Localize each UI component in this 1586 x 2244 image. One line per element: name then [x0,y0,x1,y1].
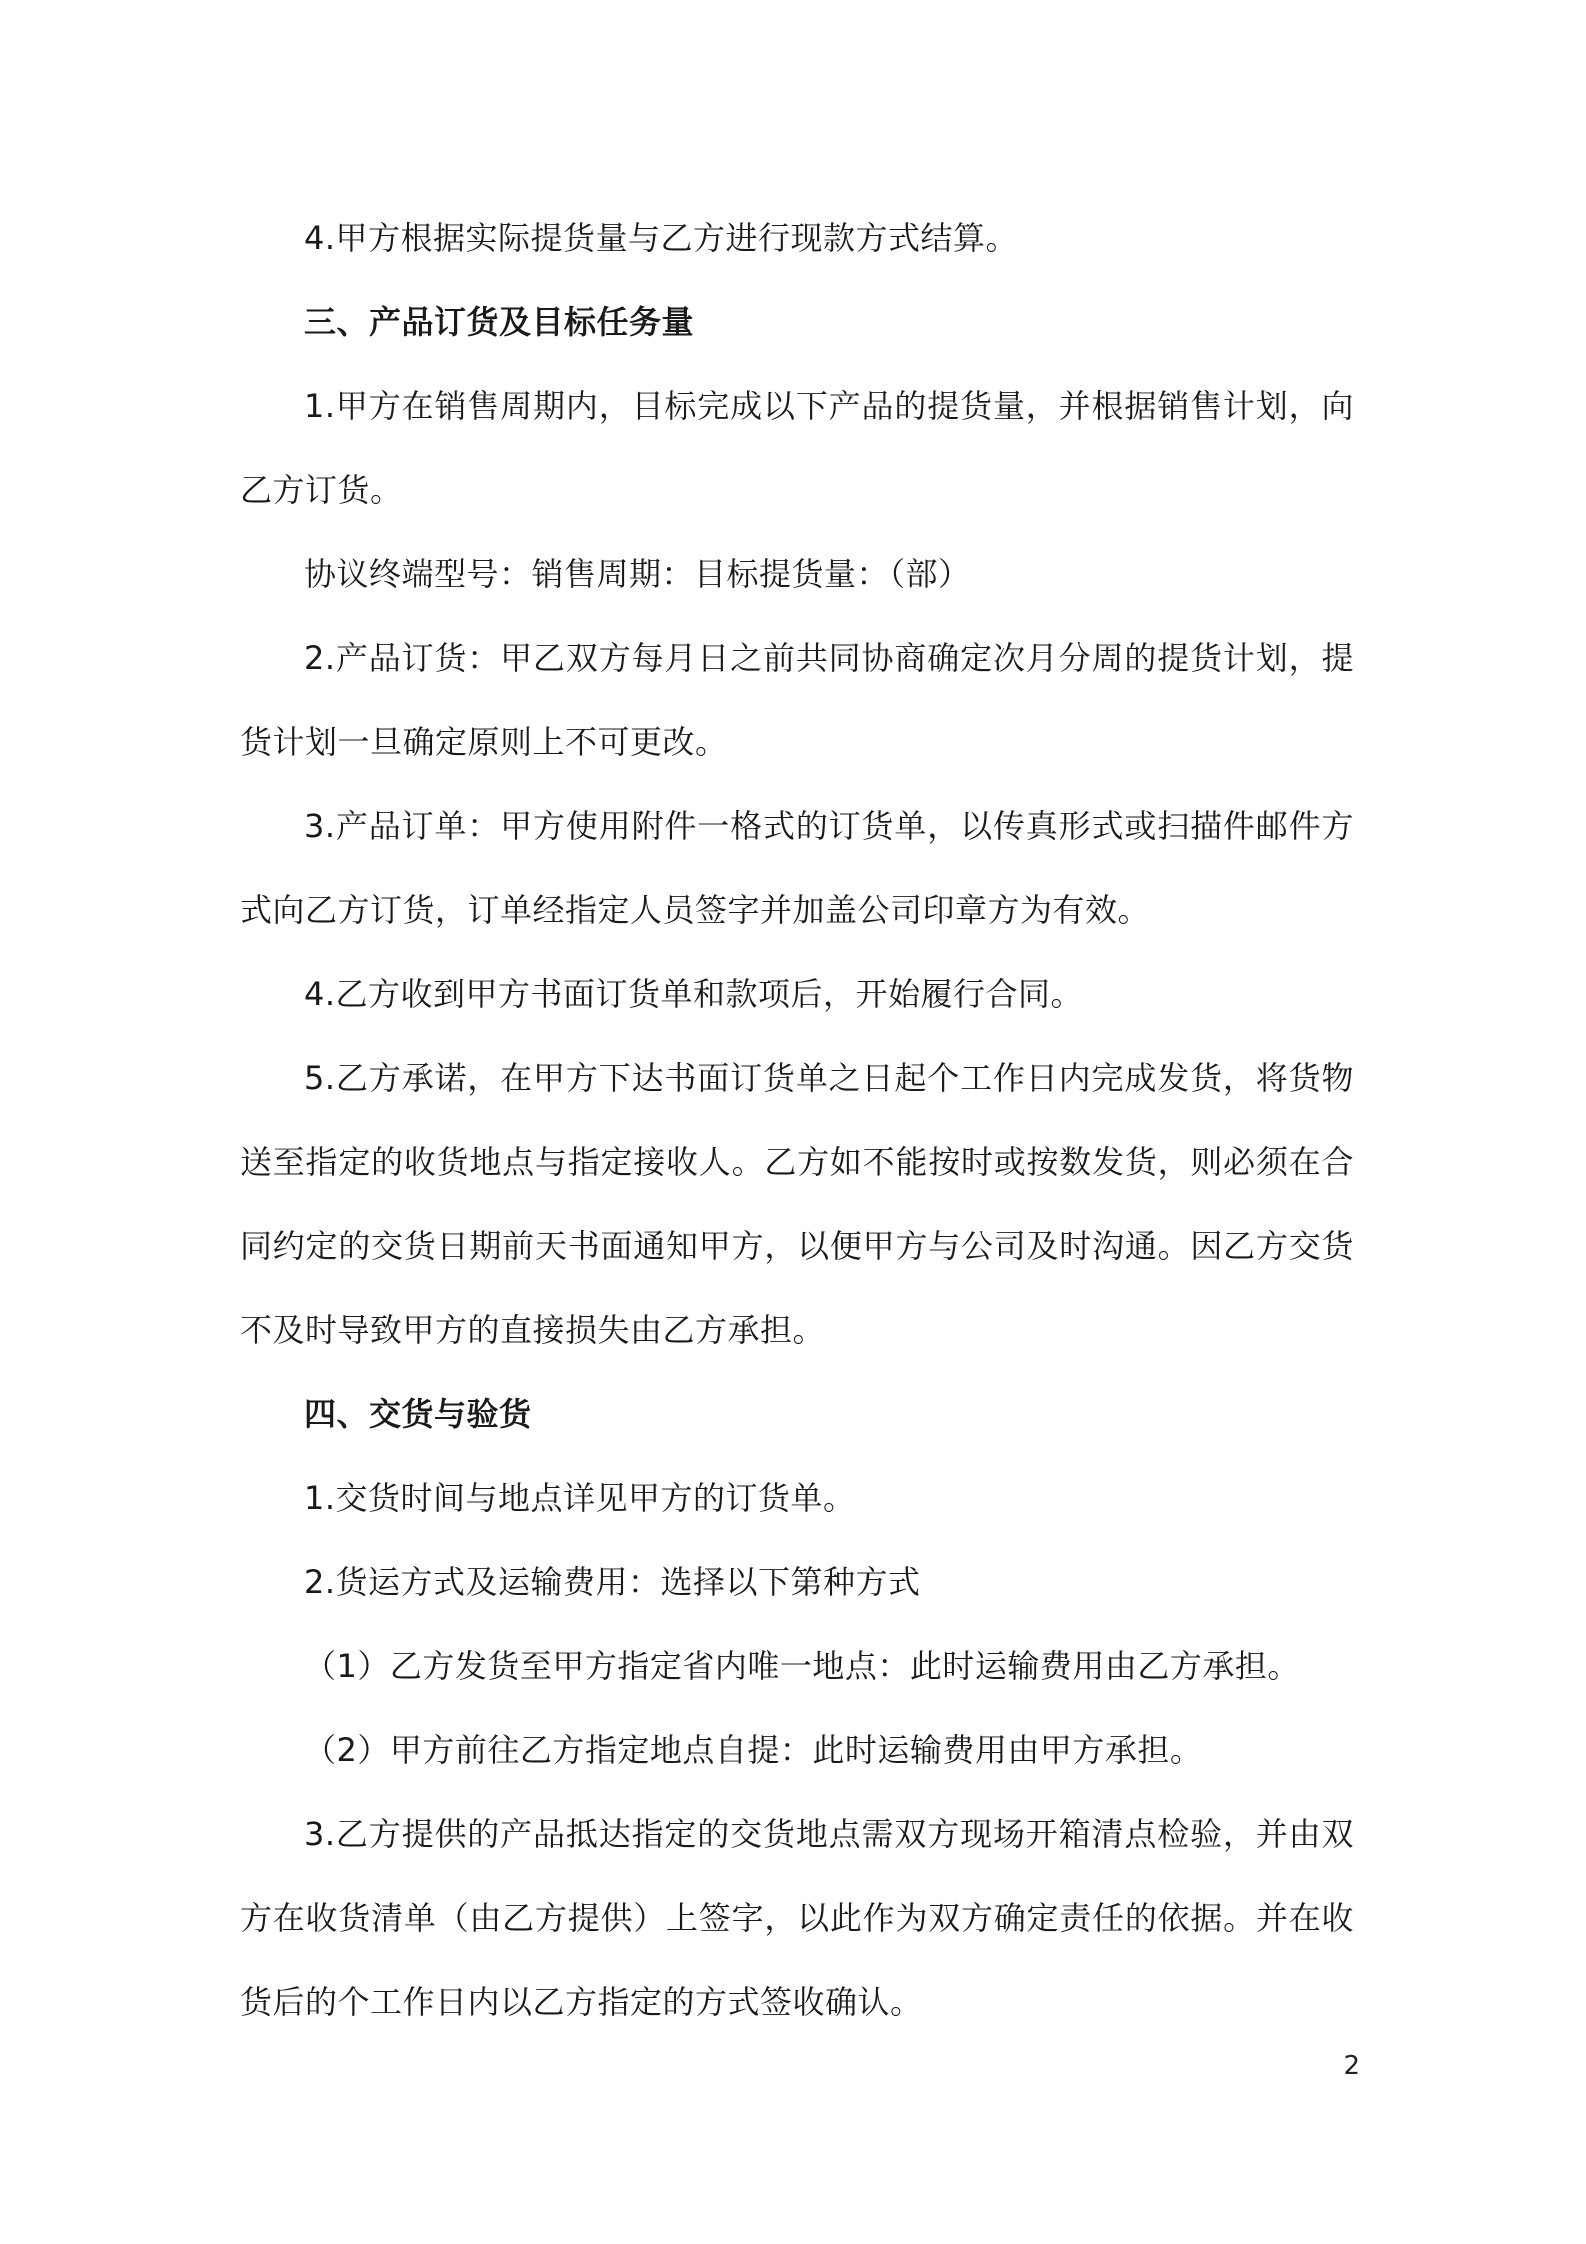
document-body [240,196,1354,2044]
section-heading-delivery: 四、交货与验货 [304,1395,532,1433]
paragraph-shipping-option-1: （1）乙方发货至甲方指定省内唯一地点：此时运输费用由乙方承担。 [304,1647,1300,1685]
paragraph-delivery-time-place: 1.交货时间与地点详见甲方的订货单。 [304,1479,856,1517]
paragraph-shipping-option-2: （2）甲方前往乙方指定地点自提：此时运输费用由甲方承担。 [304,1731,1203,1769]
paragraph-product-ordering: 2.产品订货：甲乙双方每月日之前共同协商确定次月分周的提货计划，提货计划一旦确定原则上不可更改。 [240,639,1354,761]
page-number: 2 [1343,2051,1360,2081]
paragraph-contract-performance: 4.乙方收到甲方书面订货单和款项后，开始履行合同。 [304,975,1084,1013]
paragraph-terminal-model: 协议终端型号：销售周期：目标提货量：（部） [304,555,971,593]
section-heading-ordering: 三、产品订货及目标任务量 [304,303,695,341]
paragraph-product-order-form: 3.产品订单：甲方使用附件一格式的订货单，以传真形式或扫描件邮件方式向乙方订货，订单经指定人员签字并加盖公司印章方为有效。 [240,807,1354,929]
paragraph-inspection: 3.乙方提供的产品抵达指定的交货地点需双方现场开箱清点检验，并由双方在收货清单（由乙方提供）上签字，以此作为双方确定责任的依据。并在收货后的个工作日内以乙方指定的方式签收确认。 [240,1815,1354,2021]
paragraph-settlement: 4.甲方根据实际提货量与乙方进行现款方式结算。 [304,219,1019,257]
paragraph-shipping-method: 2.货运方式及运输费用：选择以下第种方式 [304,1563,921,1601]
paragraph-delivery-commitment: 5.乙方承诺，在甲方下达书面订货单之日起个工作日内完成发货，将货物送至指定的收货地点与指定接收人。乙方如不能按时或按数发货，则必须在合同约定的交货日期前天书面通知甲方，以便甲方与公司及时沟通。因乙方交货不及时导致甲方的直接损失由乙方承担。 [240,1059,1354,1349]
paragraph-target-quantity: 1.甲方在销售周期内，目标完成以下产品的提货量，并根据销售计划，向乙方订货。 [240,387,1354,509]
